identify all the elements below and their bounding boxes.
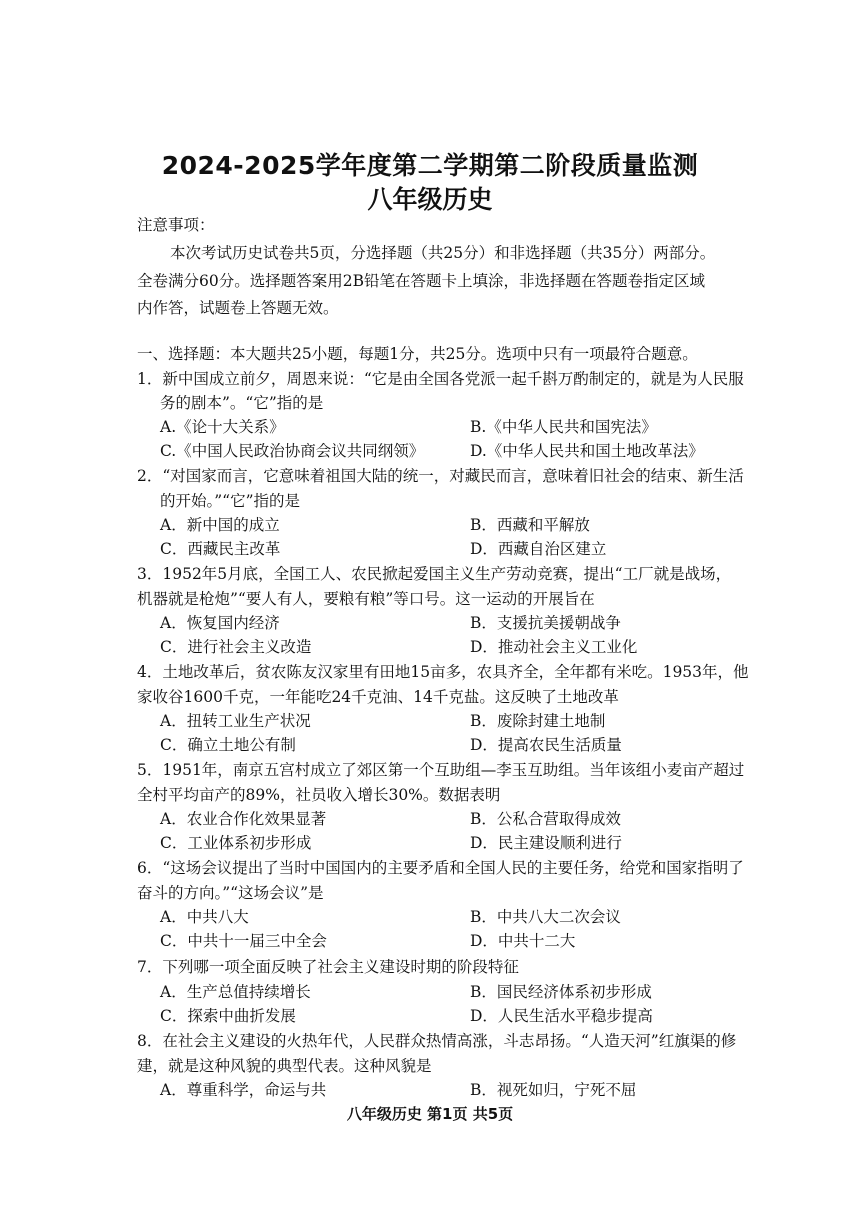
option-b: B．国民经济体系初步形成: [470, 983, 652, 1001]
option-c: C．探索中曲折发展: [160, 1007, 296, 1025]
notice-line: 本次考试历史试卷共5页，分选择题（共25分）和非选择题（共35分）两部分。: [170, 244, 716, 262]
option-d: D．西藏自治区建立: [470, 540, 607, 558]
option-c: C．中共十一届三中全会: [160, 932, 327, 950]
notice-line: 内作答，试题卷上答题无效。: [137, 299, 339, 317]
question-stem: 机器就是枪炮”“要人有人，要粮有粮”等口号。这一运动的开展旨在: [137, 590, 595, 608]
option-d: D．中共十二大: [470, 932, 576, 950]
option-c: C．进行社会主义改造: [160, 638, 312, 656]
option-a: A．扭转工业生产状况: [160, 712, 311, 730]
question-stem: 4．土地改革后，贫农陈友汉家里有田地15亩多，农具齐全，全年都有米吃。1953年，他: [137, 663, 749, 681]
option-b: B．支援抗美援朝战争: [470, 614, 621, 632]
option-a: A．新中国的成立: [160, 516, 280, 534]
option-d: D．推动社会主义工业化: [470, 638, 638, 656]
question-stem: 3．1952年5月底，全国工人、农民掀起爱国主义生产劳动竞赛，提出“工厂就是战场，: [137, 565, 732, 583]
page-footer: 八年级历史 第1页 共5页: [346, 1105, 514, 1123]
option-c: C．工业体系初步形成: [160, 834, 312, 852]
question-stem: 8．在社会主义建设的火热年代，人民群众热情高涨，斗志昂扬。“人造天河”红旗渠的修: [137, 1032, 737, 1050]
question-stem: 家收谷1600千克，一年能吃24千克油、14千克盐。这反映了土地改革: [137, 688, 619, 706]
question-stem: 建，就是这种风貌的典型代表。这种风貌是: [137, 1057, 432, 1075]
option-d: D.《中华人民共和国土地改革法》: [470, 442, 704, 460]
question-stem: 1．新中国成立前夕，周恩来说：“它是由全国各党派一起千斟万酌制定的，就是为人民服: [137, 370, 744, 388]
option-b: B．中共八大二次会议: [470, 908, 621, 926]
option-a: A．中共八大: [160, 908, 249, 926]
option-b: B.《中华人民共和国宪法》: [470, 418, 657, 436]
option-b: B．公私合营取得成效: [470, 810, 621, 828]
question-stem: 6．“这场会议提出了当时中国国内的主要矛盾和全国人民的主要任务，给党和国家指明了: [137, 859, 744, 877]
option-a: A．尊重科学，命运与共: [160, 1081, 327, 1099]
question-stem: 全村平均亩产的89%，社员收入增长30%。数据表明: [137, 786, 501, 804]
question-stem: 务的剧本”。“它”指的是: [160, 394, 324, 412]
option-c: C．西藏民主改革: [160, 540, 281, 558]
question-stem: 7．下列哪一项全面反映了社会主义建设时期的阶段特征: [137, 958, 519, 976]
question-stem: 的开始。”“它”指的是: [160, 492, 301, 510]
option-c: C.《中国人民政治协商会议共同纲领》: [160, 442, 425, 460]
option-d: D．提高农民生活质量: [470, 736, 622, 754]
option-d: D．人民生活水平稳步提高: [470, 1007, 653, 1025]
option-b: B．西藏和平解放: [470, 516, 590, 534]
option-a: A．农业合作化效果显著: [160, 810, 327, 828]
section-heading: 一、选择题：本大题共25小题，每题1分，共25分。选项中只有一项最符合题意。: [137, 345, 698, 363]
option-b: B．废除封建土地制: [470, 712, 606, 730]
option-c: C．确立土地公有制: [160, 736, 296, 754]
question-stem: 2．“对国家而言，它意味着祖国大陆的统一，对藏民而言，意味着旧社会的结束、新生活: [137, 467, 744, 485]
option-d: D．民主建设顺利进行: [470, 834, 622, 852]
question-stem: 奋斗的方向。”“这场会议”是: [137, 884, 324, 902]
notice-heading: 注意事项：: [137, 216, 215, 234]
option-a: A．生产总值持续增长: [160, 983, 311, 1001]
option-a: A.《论十大关系》: [160, 418, 285, 436]
exam-subtitle: 八年级历史: [367, 185, 493, 214]
option-b: B．视死如归，宁死不屈: [470, 1081, 637, 1099]
notice-line: 全卷满分60分。选择题答案用2B铅笔在答题卡上填涂，非选择题在答题卷指定区域: [137, 272, 705, 290]
option-a: A．恢复国内经济: [160, 614, 280, 632]
question-stem: 5．1951年，南京五宫村成立了郊区第一个互助组—李玉互助组。当年该组小麦亩产超过: [137, 761, 745, 779]
exam-title: 2024-2025学年度第二学期第二阶段质量监测: [161, 151, 699, 180]
